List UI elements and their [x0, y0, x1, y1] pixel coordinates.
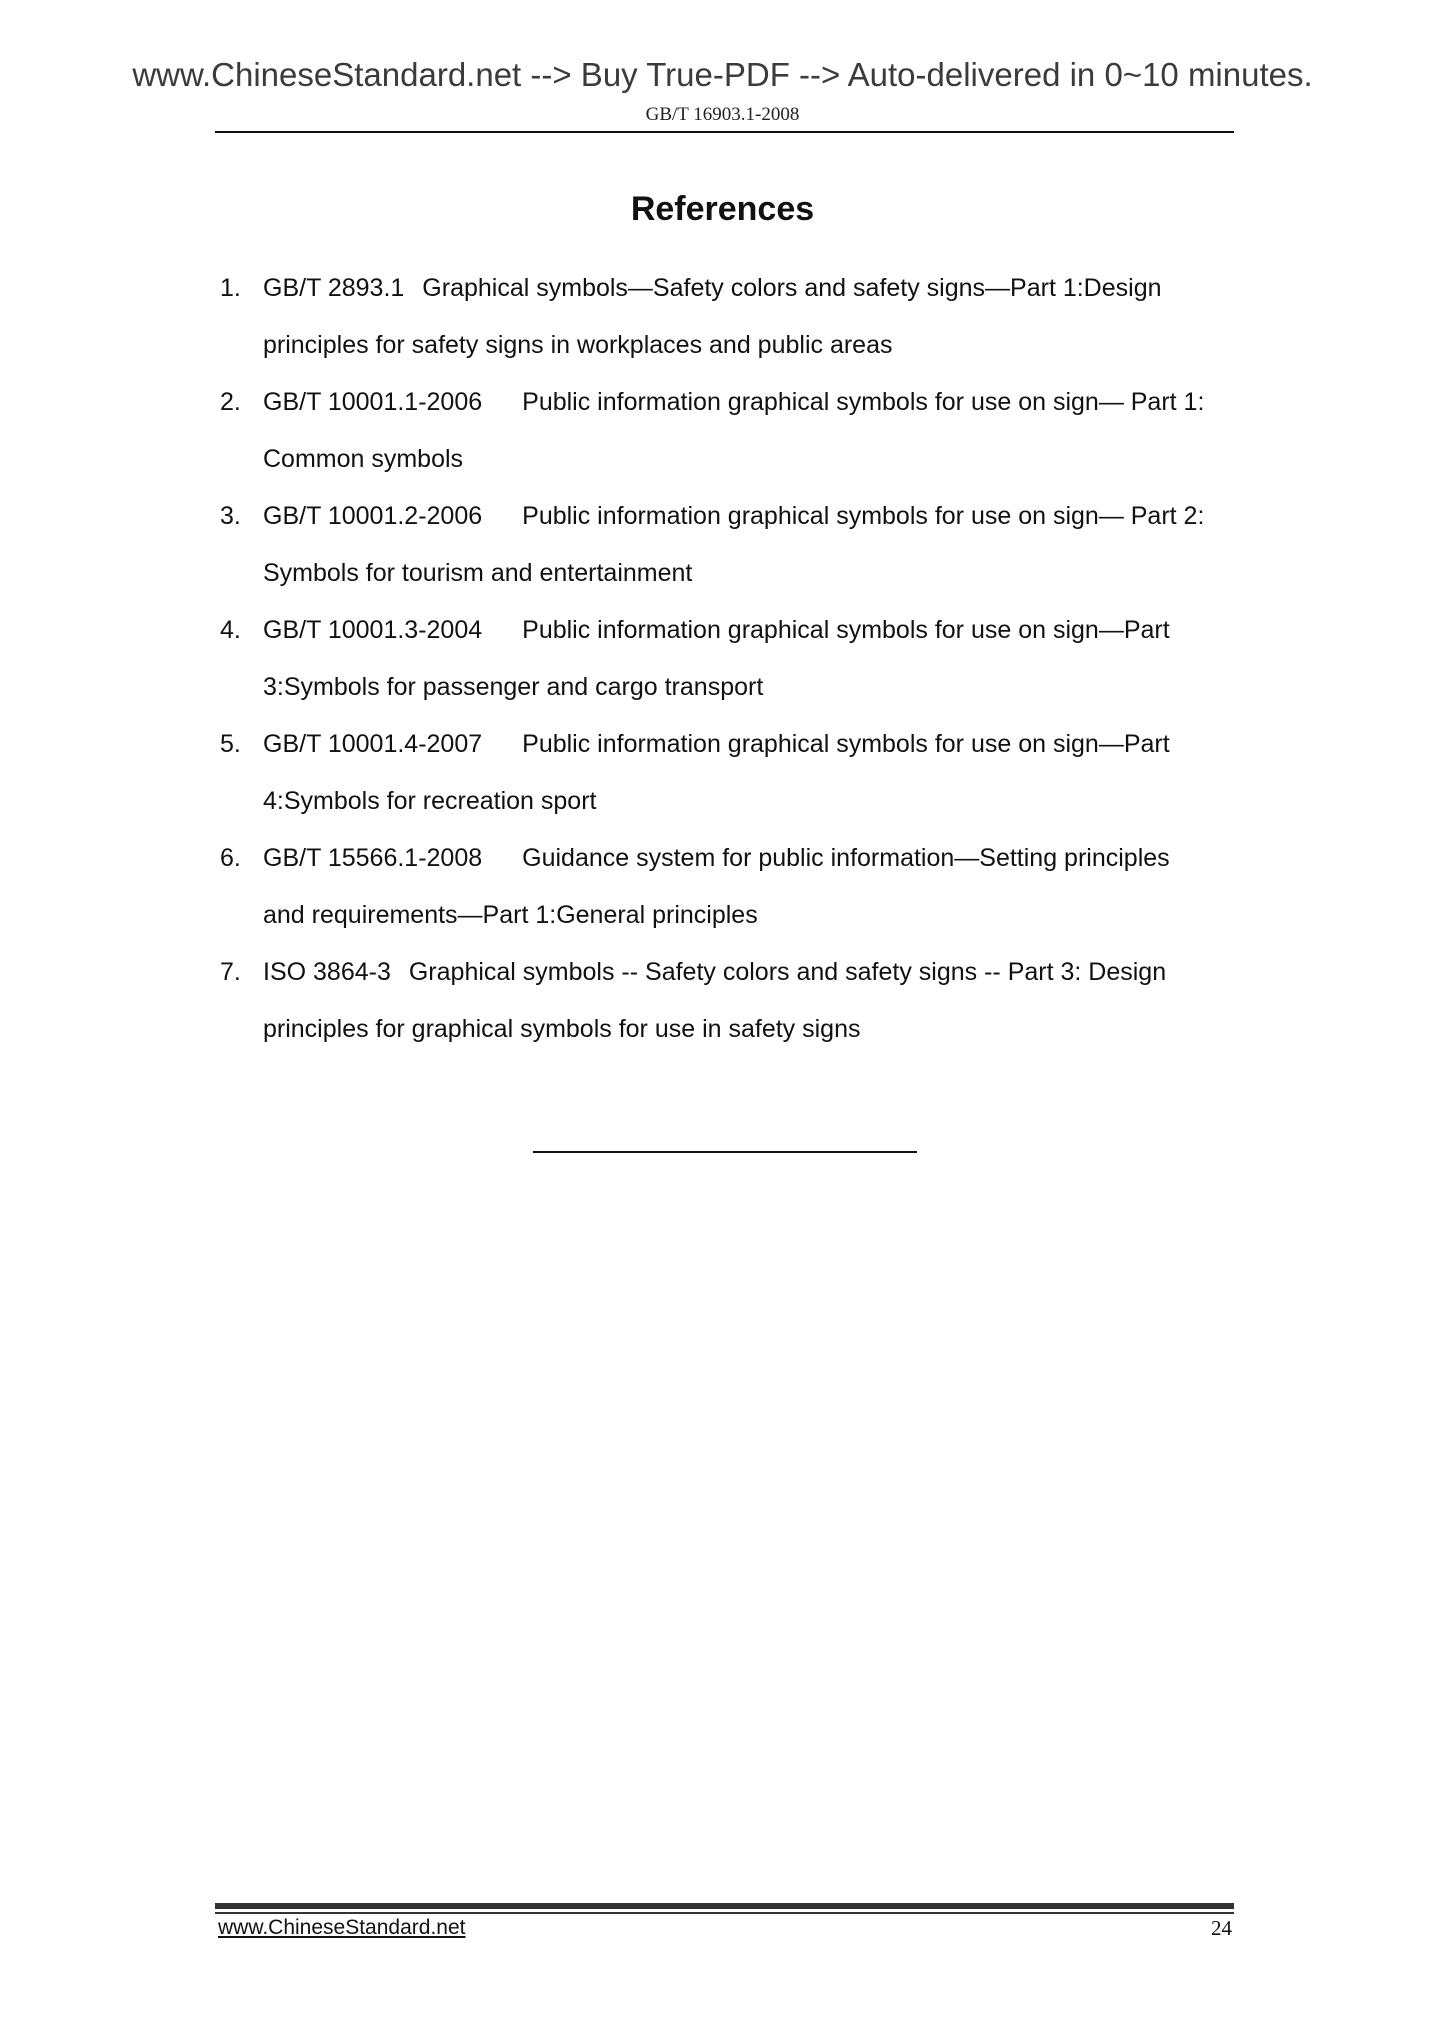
reference-code: GB/T 10001.2-2006 [263, 502, 483, 530]
reference-title-line1: Public information graphical symbols for use on sign—Part [522, 730, 1170, 758]
reference-title-line1: Public information graphical symbols for use on sign— Part 1: [522, 388, 1205, 416]
promo-banner: www.ChineseStandard.net --> Buy True-PDF --> Auto-delivered in 0~10 minutes. [132, 56, 1313, 93]
standard-code-header: GB/T 16903.1-2008 [645, 104, 800, 125]
reference-title-line2: 4:Symbols for recreation sport [263, 787, 597, 815]
reference-title-line2: and requirements—Part 1:General principles [263, 901, 758, 929]
footer-website-link[interactable]: www.ChineseStandard.net [218, 1916, 466, 1939]
reference-number: 6. [220, 844, 241, 872]
reference-number: 3. [220, 502, 241, 530]
reference-title-line2: 3:Symbols for passenger and cargo transport [263, 673, 764, 701]
reference-title-line2: principles for safety signs in workplaces and public areas [263, 331, 893, 359]
reference-item [215, 374, 1235, 488]
reference-title-line2: Common symbols [263, 445, 464, 473]
reference-item [215, 488, 1235, 602]
reference-title-line2: Symbols for tourism and entertainment [263, 559, 693, 587]
reference-code: GB/T 2893.1 [263, 274, 405, 302]
reference-item [215, 830, 1235, 944]
footer-divider-thin [215, 1912, 1234, 1914]
reference-item [215, 716, 1235, 830]
reference-number: 4. [220, 616, 241, 644]
reference-item [215, 260, 1235, 374]
reference-title-line2: principles for graphical symbols for use in safety signs [263, 1015, 861, 1043]
reference-number: 2. [220, 388, 241, 416]
reference-code: ISO 3864-3 [263, 958, 391, 986]
reference-item [215, 944, 1235, 1058]
reference-number: 1. [220, 274, 241, 302]
reference-code: GB/T 10001.4-2007 [263, 730, 483, 758]
header-divider [215, 131, 1234, 133]
reference-item [215, 602, 1235, 716]
reference-title-line1: Graphical symbols—Safety colors and safety signs—Part 1:Design [422, 274, 1162, 302]
reference-title-line1: Graphical symbols -- Safety colors and safety signs -- Part 3: Design [408, 958, 1167, 986]
page-number: 24 [1211, 1916, 1232, 1940]
reference-code: GB/T 10001.3-2004 [263, 616, 483, 644]
reference-title-line1: Public information graphical symbols for use on sign— Part 2: [522, 502, 1205, 530]
reference-number: 5. [220, 730, 241, 758]
end-divider [533, 1151, 917, 1153]
footer-divider-thick [215, 1903, 1234, 1909]
reference-code: GB/T 15566.1-2008 [263, 844, 483, 872]
reference-title-line1: Public information graphical symbols for use on sign—Part [522, 616, 1170, 644]
references-list [215, 260, 1235, 1058]
reference-code: GB/T 10001.1-2006 [263, 388, 483, 416]
page-title: References [630, 190, 815, 228]
reference-number: 7. [220, 958, 241, 986]
reference-title-line1: Guidance system for public information—Setting principles [522, 844, 1170, 872]
